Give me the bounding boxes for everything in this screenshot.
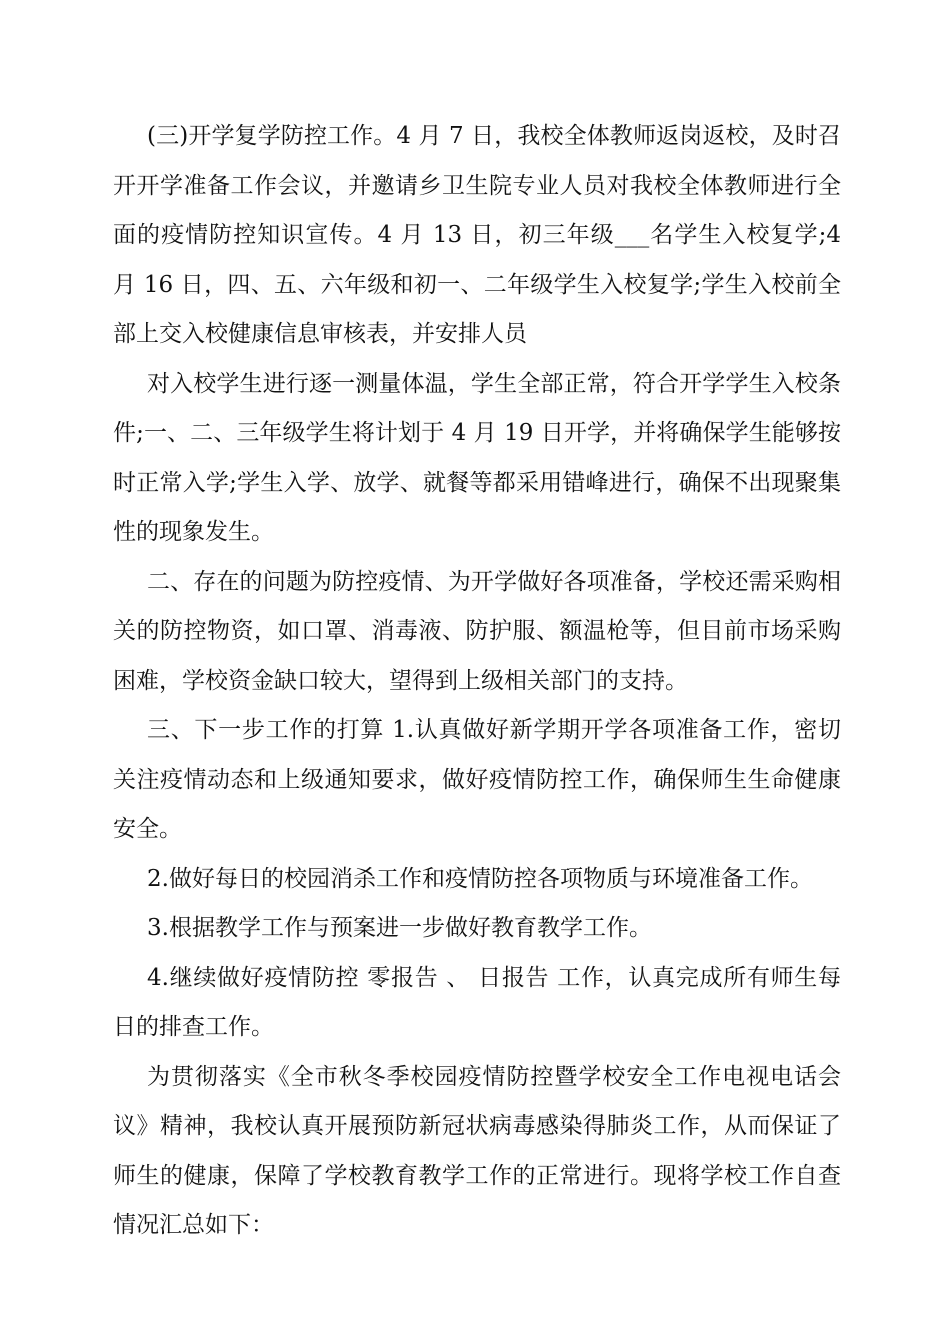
paragraph-reopening-prevention: (三)开学复学防控工作。4 月 7 日，我校全体教师返岗返校，及时召开开学准备工作会议，并邀请乡卫生院专业人员对我校全体教师进行全面的疫情防控知识宣传。4 月 13 日，初三年级___名学生入校复学;4 月 16 日，四、五、六年级和初一、二年级学生入校复学;学生入校前全部上交入校健康信息审核表，并安排人员 [113, 123, 841, 347]
paragraph-next-steps: 三、下一步工作的打算 1.认真做好新学期开学各项准备工作，密切关注疫情动态和上级通知要求，做好疫情防控工作，确保师生生命健康安全。 [113, 717, 841, 842]
paragraph-item-3: 3.根据教学工作与预案进一步做好教育教学工作。 [147, 915, 652, 941]
paragraph-temperature-check: 对入校学生进行逐一测量体温，学生全部正常，符合开学学生入校条件;一、二、三年级学生将计划于 4 月 19 日开学，并将确保学生能够按时正常入学;学生入学、放学、就餐等都采用错峰进行，确保不出现聚集性的现象发生。 [113, 370, 841, 545]
document-body [113, 112, 841, 1251]
paragraph-item-4: 4.继续做好疫情防控 零报告 、 日报告 工作，认真完成所有师生每日的排查工作。 [113, 964, 841, 1040]
paragraph-implementation-summary: 为贯彻落实《全市秋冬季校园疫情防控暨学校安全工作电视电话会议》精神，我校认真开展预防新冠状病毒感染得肺炎工作，从而保证了师生的健康，保障了学校教育教学工作的正常进行。现将学校工作自查情况汇总如下： [113, 1063, 841, 1238]
paragraph-existing-problems: 二、存在的问题为防控疫情、为开学做好各项准备，学校还需采购相关的防控物资，如口罩、消毒液、防护服、额温枪等，但目前市场采购困难，学校资金缺口较大，望得到上级相关部门的支持。 [113, 568, 841, 694]
paragraph-item-2: 2.做好每日的校园消杀工作和疫情防控各项物质与环境准备工作。 [147, 865, 813, 892]
